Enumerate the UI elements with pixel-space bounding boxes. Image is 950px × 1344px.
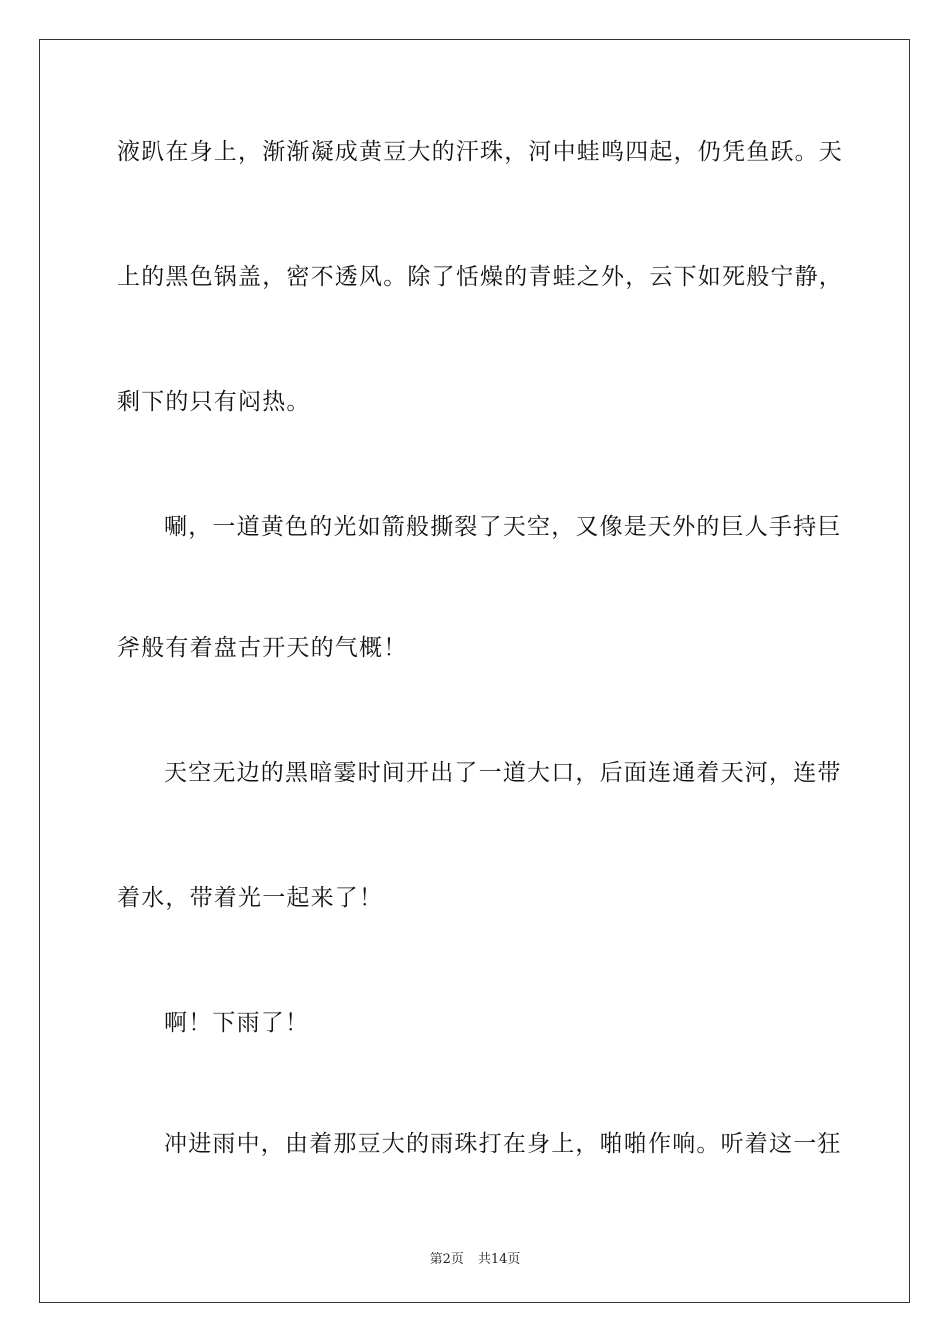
text-line: 唰，一道黄色的光如箭般撕裂了天空，又像是天外的巨人手持巨 bbox=[164, 514, 842, 540]
text-line: 液趴在身上，渐渐凝成黄豆大的汗珠，河中蛙鸣四起，仍凭鱼跃。天 bbox=[117, 139, 843, 165]
text-line: 着水，带着光一起来了！ bbox=[117, 885, 384, 911]
text-line: 冲进雨中，由着那豆大的雨珠打在身上，啪啪作响。听着这一狂 bbox=[164, 1131, 842, 1157]
text-line: 上的黑色锅盖，密不透风。除了恬燥的青蛙之外，云下如死般宁静， bbox=[117, 264, 843, 290]
text-line: 啊！下雨了！ bbox=[164, 1010, 310, 1036]
text-line: 剩下的只有闷热。 bbox=[117, 389, 311, 415]
text-line: 天空无边的黑暗霎时间开出了一道大口，后面连通着天河，连带 bbox=[164, 760, 842, 786]
page-number: 第2页 bbox=[429, 1252, 464, 1267]
page-border bbox=[39, 39, 910, 1303]
page-total: 共14页 bbox=[477, 1252, 521, 1267]
text-line: 斧般有着盘古开天的气概！ bbox=[117, 635, 408, 661]
page-footer bbox=[0, 1248, 950, 1267]
